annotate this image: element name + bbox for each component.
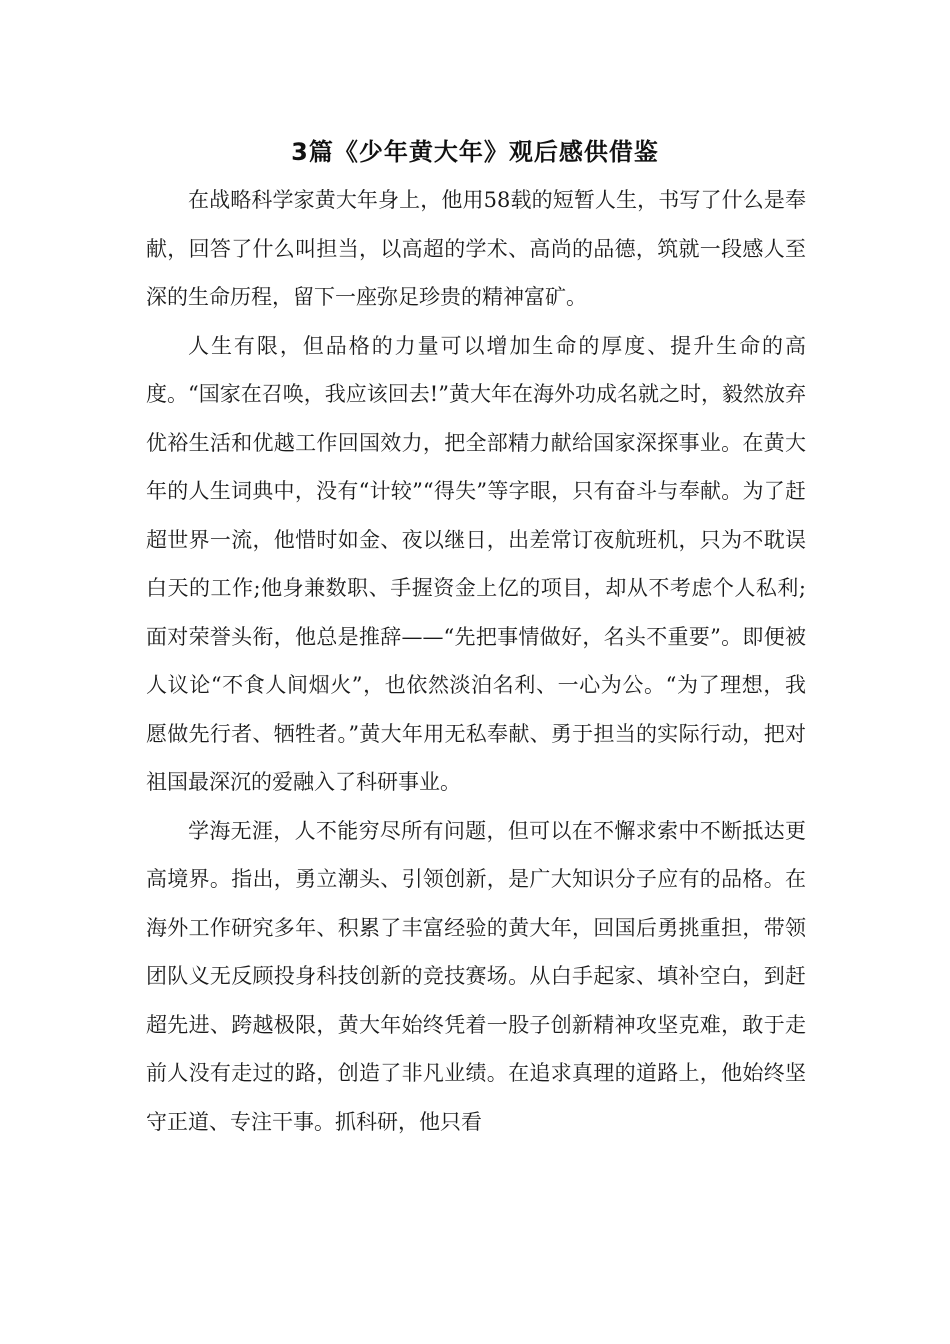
paragraph-1: 在战略科学家黄大年身上，他用58载的短暂人生，书写了什么是奉献，回答了什么叫担当，以高超的学术、高尚的品德，筑就一段感人至深的生命历程，留下一座弥足珍贵的精神富矿。 — [146, 188, 806, 309]
document-body — [146, 176, 806, 1146]
document-title: 3篇《少年黄大年》观后感供借鉴 — [291, 138, 659, 166]
paragraph-3: 学海无涯，人不能穷尽所有问题，但可以在不懈求索中不断抵达更高境界。指出，勇立潮头、引领创新，是广大知识分子应有的品格。在海外工作研究多年、积累了丰富经验的黄大年，回国后勇挑重担，带领团队义无反顾投身科技创新的竞技赛场。从白手起家、填补空白，到赶超先进、跨越极限，黄大年始终凭着一股子创新精神攻坚克难，敢于走前人没有走过的路，创造了非凡业绩。在追求真理的道路上，他始终坚守正道、专注干事。抓科研，他只看 — [146, 818, 806, 1134]
paragraph-2: 人生有限，但品格的力量可以增加生命的厚度、提升生命的高度。“国家在召唤，我应该回去!”黄大年在海外功成名就之时，毅然放弃优裕生活和优越工作回国效力，把全部精力献给国家深探事业。在黄大年的人生词典中，没有“计较”“得失”等字眼，只有奋斗与奉献。为了赶超世界一流，他惜时如金、夜以继日，出差常订夜航班机，只为不耽误白天的工作;他身兼数职、手握资金上亿的项目，却从不考虑个人私利;面对荣誉头衔，他总是推辞——“先把事情做好，名头不重要”。即便被人议论“不食人间烟火”，也依然淡泊名利、一心为公。“为了理想，我愿做先行者、牺牲者。”黄大年用无私奉献、勇于担当的实际行动，把对祖国最深沉的爱融入了科研事业。 — [146, 333, 806, 794]
